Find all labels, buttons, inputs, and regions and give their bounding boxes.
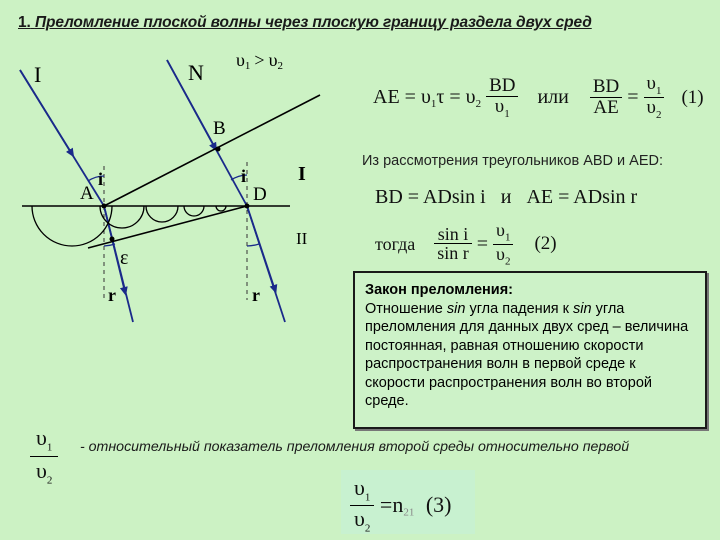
eq1-fraction-3: $\frac{\upsilon_1}{\upsilon_2}$ (644, 74, 665, 121)
eq2-fraction-speed: $\frac{\upsilon_1}{\upsilon_2}$ (493, 221, 513, 268)
refracted-ray-2-arrow (247, 206, 275, 290)
wavelet-3 (146, 206, 178, 222)
point-e-dot (110, 237, 115, 242)
label-normal: N (188, 60, 204, 85)
point-a-dot (102, 204, 107, 209)
label-ray: I (34, 62, 42, 87)
point-d-dot (245, 204, 250, 209)
law-heading: Закон преломления: (365, 282, 513, 298)
ratio-note-text: - относительный показатель преломления второй среды относительно первой (80, 439, 630, 455)
ratio-fraction: $\frac{\upsilon_1}{\upsilon_2}$ (30, 426, 58, 486)
label-angle-r-d: r (252, 285, 260, 305)
wavefront-ab (104, 95, 320, 206)
label-point-d: D (253, 184, 267, 205)
eq1-fraction-2: $\frac{BD}{AE}$ (590, 77, 622, 119)
angle-arc-r-d (247, 244, 259, 246)
label-medium-1: I (298, 163, 306, 185)
title-number: 1. (18, 14, 31, 31)
law-box (353, 271, 707, 429)
incident-ray-1-arrow (20, 70, 72, 154)
label-angle-eps: ε (120, 247, 129, 269)
speed-relation: υ1 > υ2 (236, 50, 283, 72)
label-point-a: A (80, 183, 94, 204)
equation-1: AE = $\upsilon_1\tau = \upsilon_2$ $\frac{BD}{\upsilon_1}$ или $\frac{BD}{AE}$ = $\frac{\upsilon_1}{\upsilon_2}$ (1) (373, 73, 704, 122)
equation-3: $\frac{\upsilon_1}{\upsilon_2}$ $=n_{21}$ (3) (350, 476, 451, 534)
title-text: Преломление плоской волны через плоскую границу раздела двух сред (34, 14, 592, 31)
label-point-b: B (213, 118, 226, 139)
label-angle-i-d: i (241, 166, 247, 186)
equation-bd-ae: BD = ADsin i и AE = ADsin r (375, 186, 638, 208)
point-b-dot (216, 147, 221, 152)
label-angle-r-a: r (108, 285, 116, 305)
eq1-fraction-1: $\frac{BD}{\upsilon_1}$ (486, 76, 518, 120)
wavelet-1 (32, 206, 112, 246)
law-text: Отношение sin угла падения к sin угла преломления для данных двух сред – величина постоянная, равная отношению скорости распространения волн в первой среде к скорости распространения волн во второй среде. (365, 300, 689, 409)
label-medium-2: II (296, 229, 308, 248)
wavelet-4 (184, 206, 204, 216)
equation-2: тогда $\frac{\text{sin i}}{\text{sin r}}$ = $\frac{\upsilon_1}{\upsilon_2}$ (2) (375, 220, 557, 268)
label-angle-i-a: i (98, 169, 104, 189)
consider-text: Из рассмотрения треугольников ABD и AED: (362, 153, 664, 169)
eq2-fraction-sin: $\frac{\text{sin i}}{\text{sin r}}$ (434, 225, 472, 265)
